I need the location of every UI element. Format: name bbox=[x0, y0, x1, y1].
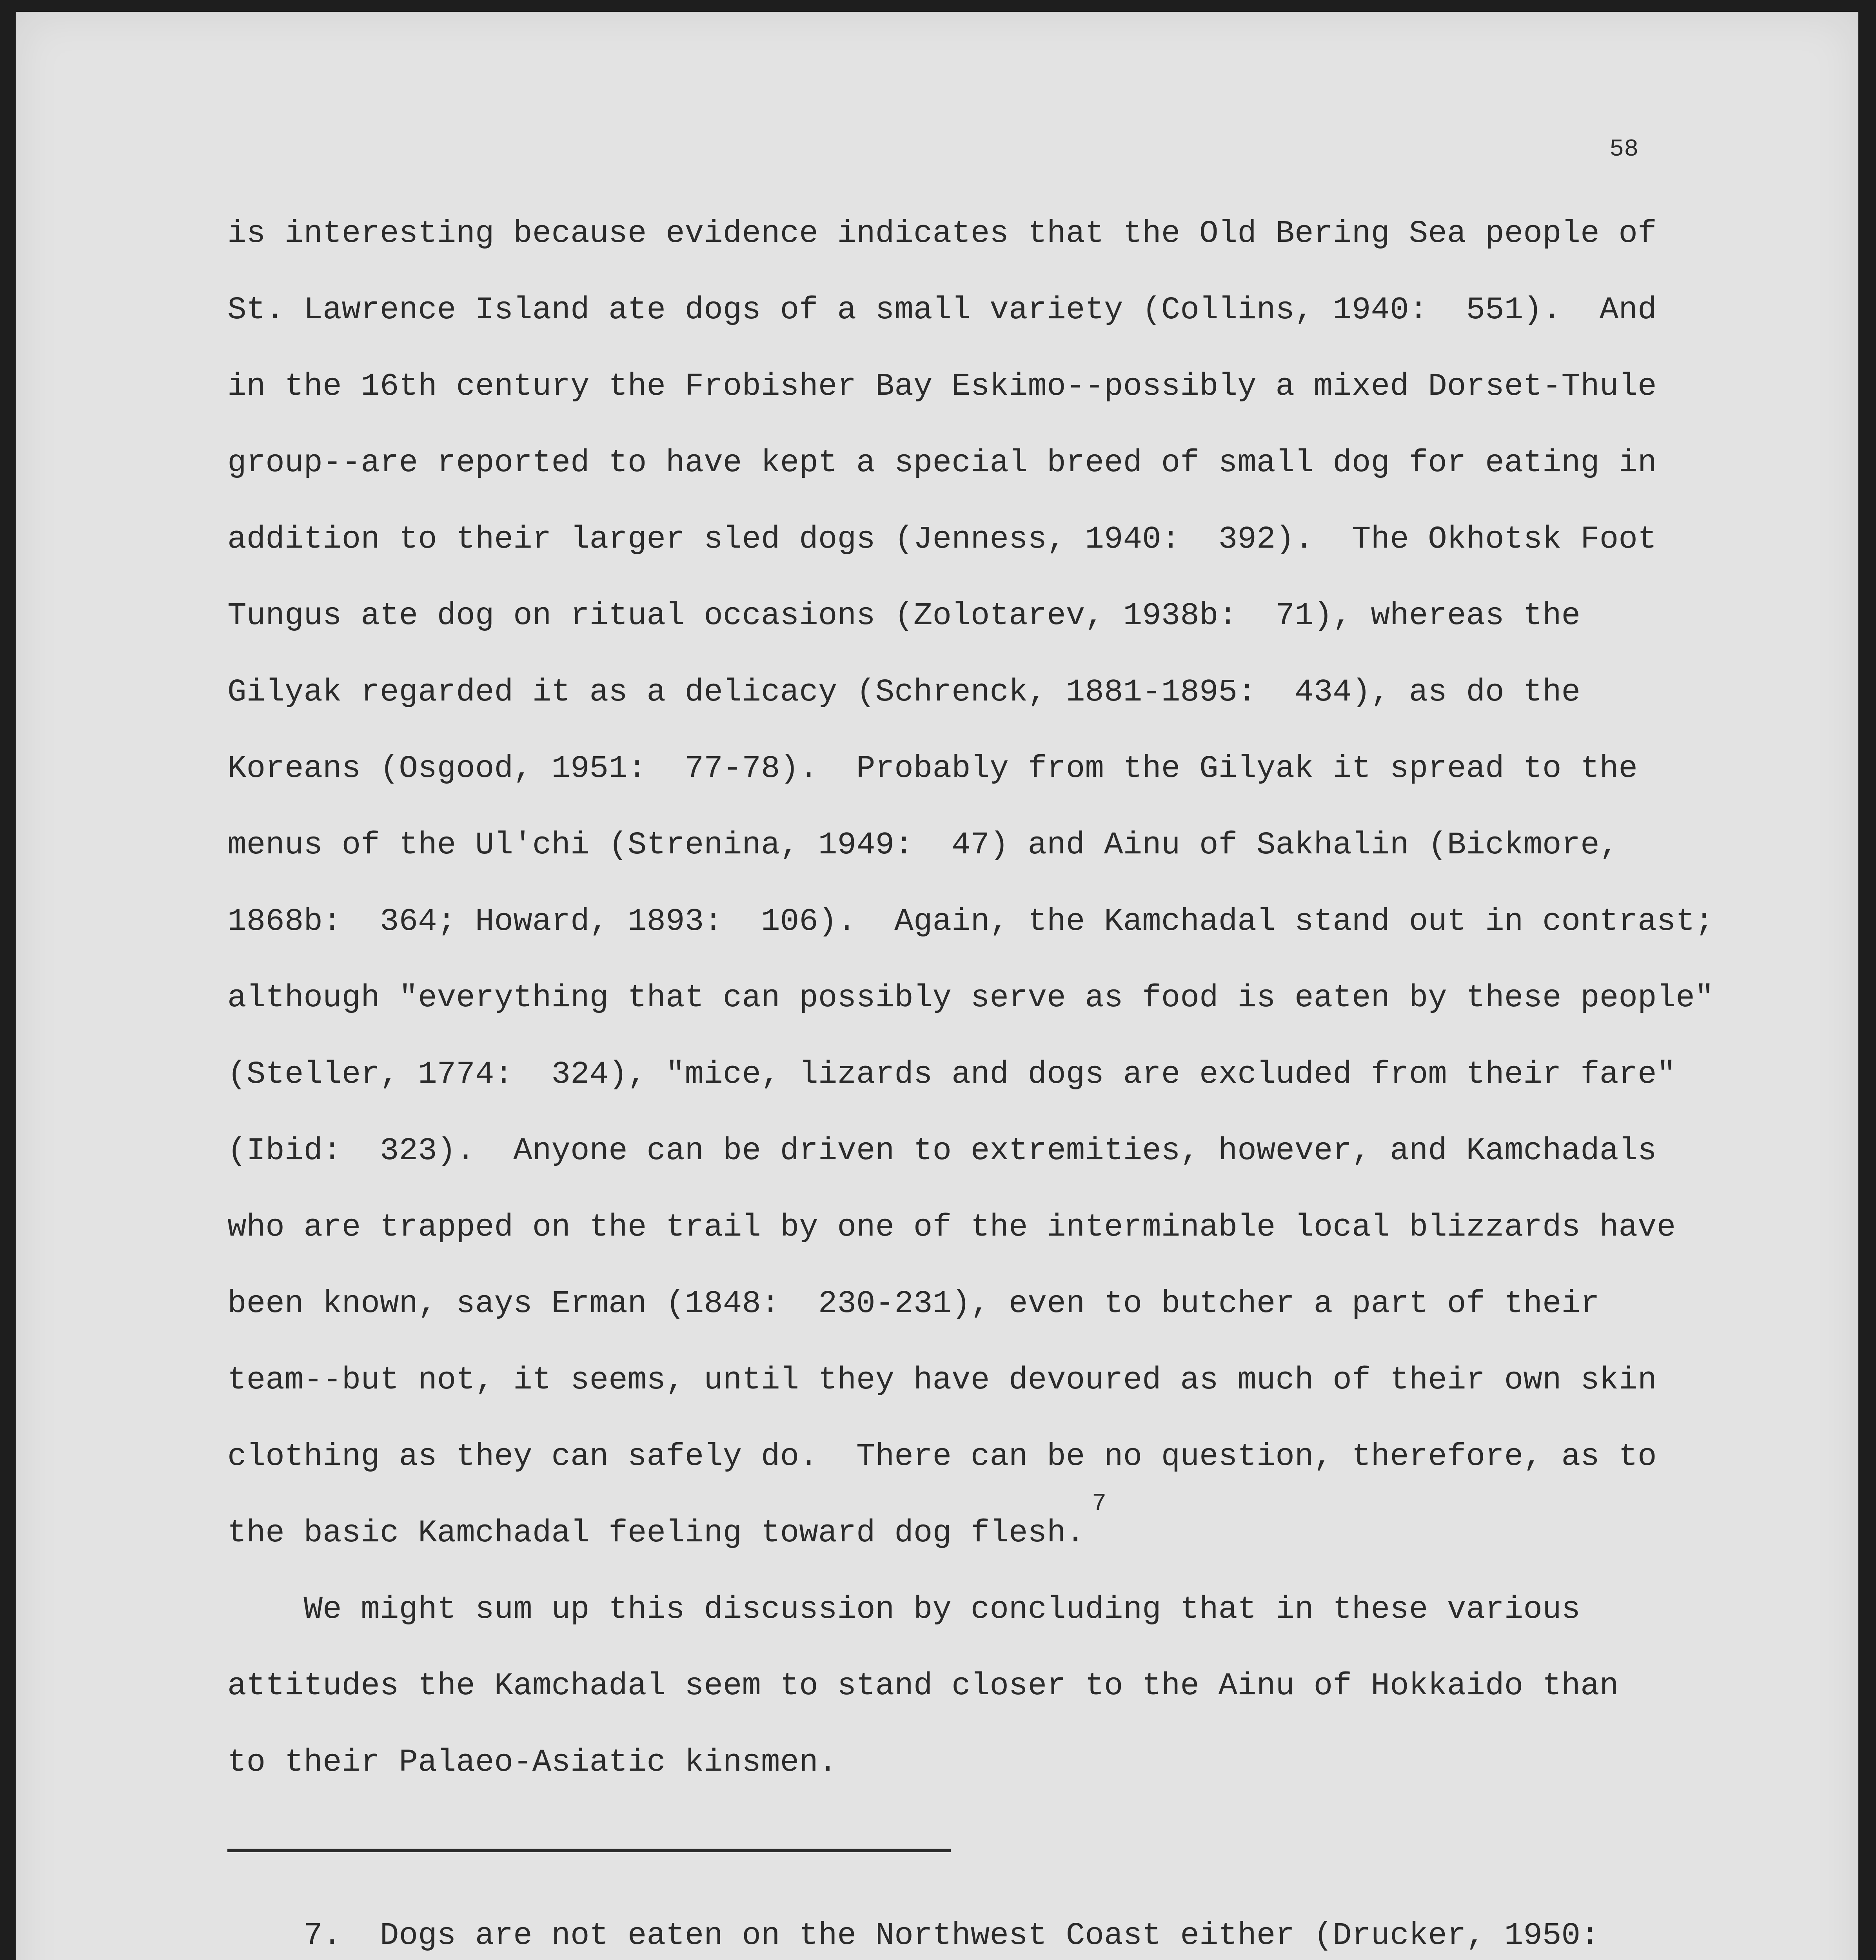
body-line: is interesting because evidence indicates that the Old Bering Sea people of bbox=[227, 216, 1657, 252]
footnote-divider bbox=[227, 1849, 951, 1852]
body-line: menus of the Ul'chi (Strenina, 1949: 47) and Ainu of Sakhalin (Bickmore, bbox=[227, 828, 1619, 863]
body-line: clothing as they can safely do. There can be no question, therefore, as to bbox=[227, 1439, 1657, 1475]
body-line: in the 16th century the Frobisher Bay Eskimo--possibly a mixed Dorset-Thule bbox=[227, 369, 1657, 405]
body-line: We might sum up this discussion by concluding that in these various bbox=[227, 1592, 1581, 1628]
body-line: the basic Kamchadal feeling toward dog flesh. bbox=[227, 1515, 1085, 1551]
body-line: Koreans (Osgood, 1951: 77-78). Probably from the Gilyak it spread to the bbox=[227, 751, 1638, 787]
body-line: St. Lawrence Island ate dogs of a small variety (Collins, 1940: 551). And bbox=[227, 292, 1657, 328]
body-line: although "everything that can possibly serve as food is eaten by these people" bbox=[227, 980, 1714, 1016]
footnote-line: 7. Dogs are not eaten on the Northwest Coast either (Drucker, 1950: bbox=[227, 1918, 1600, 1954]
page-number: 58 bbox=[1609, 135, 1639, 163]
body-line: 1868b: 364; Howard, 1893: 106). Again, the Kamchadal stand out in contrast; bbox=[227, 904, 1714, 940]
body-line: (Ibid: 323). Anyone can be driven to extremities, however, and Kamchadals bbox=[227, 1133, 1657, 1169]
body-line: who are trapped on the trail by one of the interminable local blizzards have bbox=[227, 1210, 1676, 1245]
body-line: team--but not, it seems, until they have devoured as much of their own skin bbox=[227, 1363, 1657, 1398]
footnote-marker: 7 bbox=[1092, 1490, 1107, 1517]
body-line: addition to their larger sled dogs (Jenness, 1940: 392). The Okhotsk Foot bbox=[227, 522, 1657, 557]
body-line: Tungus ate dog on ritual occasions (Zolotarev, 1938b: 71), whereas the bbox=[227, 598, 1581, 634]
body-line: attitudes the Kamchadal seem to stand closer to the Ainu of Hokkaido than bbox=[227, 1668, 1619, 1704]
body-line: (Steller, 1774: 324), "mice, lizards and dogs are excluded from their fare" bbox=[227, 1057, 1676, 1093]
body-line: to their Palaeo-Asiatic kinsmen. bbox=[227, 1745, 837, 1780]
body-line: Gilyak regarded it as a delicacy (Schrenck, 1881-1895: 434), as do the bbox=[227, 675, 1581, 710]
body-line: been known, says Erman (1848: 230-231), even to butcher a part of their bbox=[227, 1286, 1600, 1322]
body-line: group--are reported to have kept a special breed of small dog for eating in bbox=[227, 445, 1657, 481]
